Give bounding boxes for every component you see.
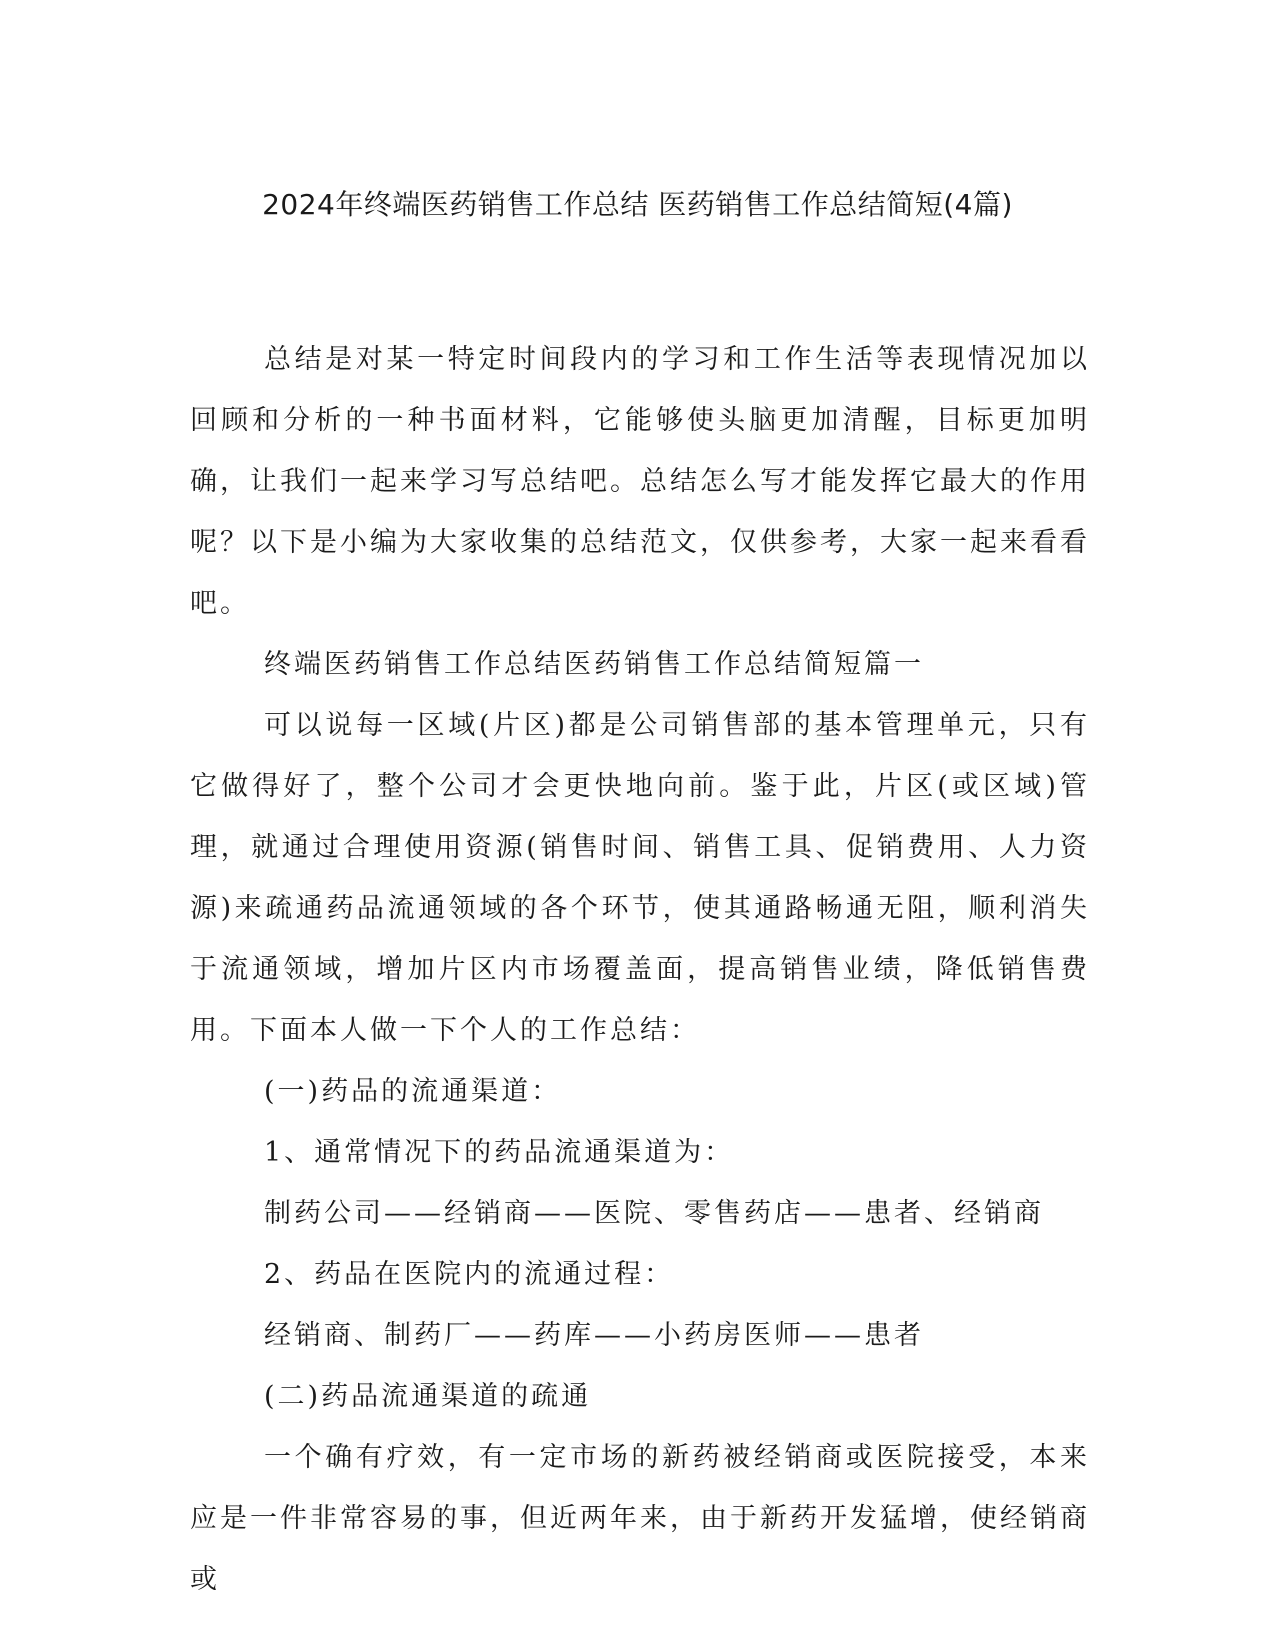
paragraph-intro: 总结是对某一特定时间段内的学习和工作生活等表现情况加以回顾和分析的一种书面材料，它能够使头脑更加清醒，目标更加明确，让我们一起来学习写总结吧。总结怎么写才能发挥它最大的作用呢？以下是小编为大家收集的总结范文，仅供参考，大家一起来看看吧。 (190, 344, 1090, 619)
section-heading-part-one: 终端医药销售工作总结医药销售工作总结简短篇一 (264, 649, 924, 680)
channel-flow-line: 制药公司——经销商——医院、零售药店——患者、经销商 (264, 1198, 1044, 1229)
subheading-channel-clearing: (二)药品流通渠道的疏通 (264, 1381, 592, 1412)
list-item-hospital-flow: 2、药品在医院内的流通过程： (264, 1259, 675, 1290)
subheading-distribution-channels: (一)药品的流通渠道： (264, 1076, 562, 1107)
document-body (190, 329, 1090, 1610)
paragraph-region-management: 可以说每一区域(片区)都是公司销售部的基本管理单元，只有它做得好了，整个公司才会更快地向前。鉴于此，片区(或区域)管理，就通过合理使用资源(销售时间、销售工具、促销费用、人力资源)来疏通药品流通领域的各个环节，使其通路畅通无阻，顺利消失于流通领域，增加片区内市场覆盖面，提高销售业绩，降低销售费用。下面本人做一下个人的工作总结： (190, 710, 1090, 1046)
paragraph-new-drug: 一个确有疗效，有一定市场的新药被经销商或医院接受，本来应是一件非常容易的事，但近两年来，由于新药开发猛增，使经销商或 (190, 1442, 1090, 1595)
list-item-normal-channel: 1、通常情况下的药品流通渠道为： (264, 1137, 735, 1168)
hospital-flow-line: 经销商、制药厂——药库——小药房医师——患者 (264, 1320, 924, 1351)
document-title: 2024年终端医药销售工作总结 医药销售工作总结简短(4篇) (262, 188, 1013, 221)
